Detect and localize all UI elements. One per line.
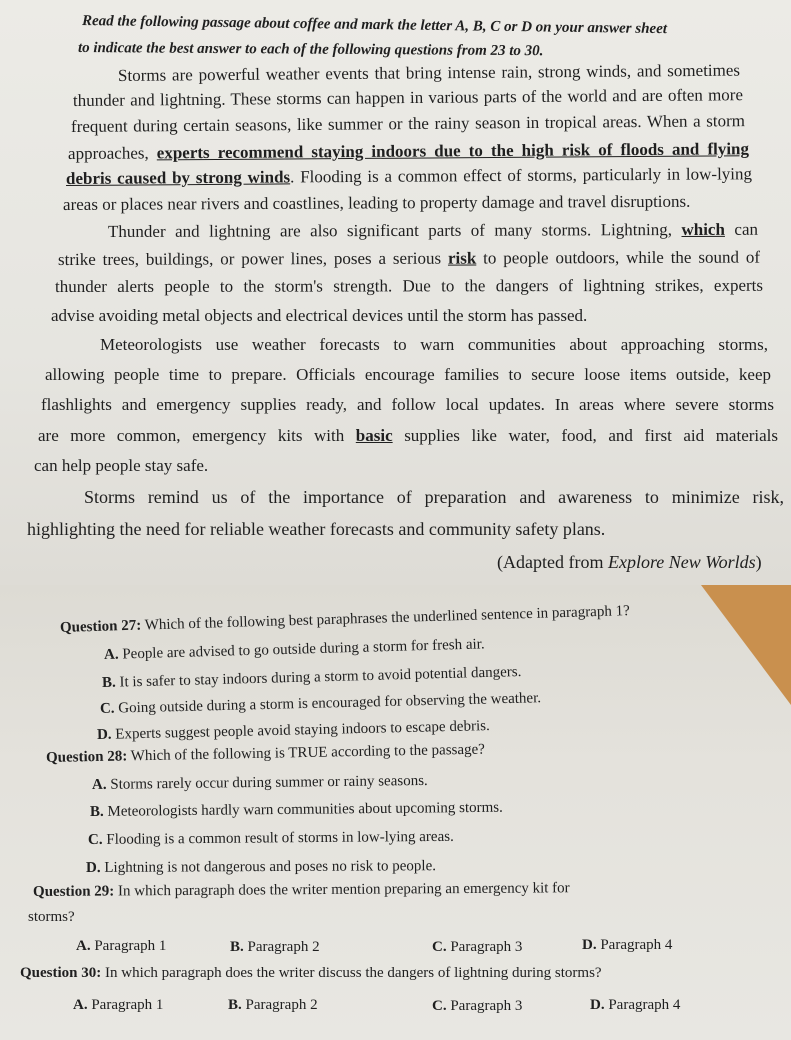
- q28-option-c[interactable]: [88, 827, 454, 850]
- source-prefix: (Adapted from: [497, 552, 608, 572]
- q28-option-d[interactable]: [86, 856, 436, 878]
- questions-page: [0, 585, 791, 1040]
- q28-option-a-text: Storms rarely occur during summer or rainy seasons.: [110, 772, 428, 793]
- q28-option-a-letter: A.: [91, 776, 107, 793]
- q29-option-d-letter: D.: [582, 937, 597, 953]
- q30-option-c-text: Paragraph 3: [450, 998, 523, 1014]
- q27-option-c-letter: C.: [99, 700, 115, 717]
- p1-line-6: areas or places near rivers and coastlines, leading to property damage and travel disruptions.: [62, 191, 691, 214]
- desk-surface: [701, 585, 791, 705]
- p3-line-5: can help people stay safe.: [34, 456, 209, 475]
- underlined-word-basic: basic: [355, 426, 393, 445]
- question-29: [33, 878, 570, 902]
- p2-line-2-text: strike trees, buildings, or power lines, poses a serious: [57, 248, 448, 269]
- question-30-label: Question 30:: [20, 965, 102, 981]
- q28-option-d-text: Lightning is not dangerous and poses no risk to people.: [104, 858, 437, 876]
- q27-option-d-letter: D.: [96, 726, 112, 743]
- question-29-text: In which paragraph does the writer mention preparing an emergency kit for: [117, 880, 570, 900]
- q28-option-b-text: Meteorologists hardly warn communities about upcoming storms.: [107, 799, 503, 820]
- question-29-continued: storms?: [28, 909, 75, 925]
- q27-option-c[interactable]: [100, 688, 542, 719]
- q28-option-b-letter: B.: [89, 803, 104, 820]
- q28-option-a[interactable]: [92, 771, 428, 795]
- q30-option-d-letter: D.: [590, 997, 605, 1013]
- instructions-line-2: to indicate the best answer to each of the following questions from 23 to 30.: [77, 40, 544, 60]
- q30-option-b-letter: B.: [228, 997, 242, 1013]
- p2-line-2-end: to people outdoors, while the sound of: [476, 247, 761, 268]
- q29-option-c-letter: C.: [432, 939, 447, 955]
- source-citation: [497, 552, 762, 572]
- question-27: [60, 601, 630, 638]
- p4-line-1: Storms remind us of the importance of preparation and awareness to minimize risk,: [84, 487, 784, 507]
- p2-line-1: [108, 220, 758, 242]
- underlined-word-risk: risk: [447, 248, 477, 268]
- q30-option-b-text: Paragraph 2: [245, 997, 318, 1013]
- q27-option-b-text: It is safer to stay indoors during a storm to avoid potential dangers.: [119, 664, 522, 691]
- q27-option-d-text: Experts suggest people avoid staying indoors to escape debris.: [115, 718, 490, 743]
- q28-option-c-letter: C.: [87, 831, 103, 848]
- q30-option-a[interactable]: [73, 995, 163, 1015]
- q30-option-d[interactable]: [590, 995, 680, 1015]
- question-30: [20, 963, 602, 983]
- p1-line-5: [66, 164, 752, 189]
- q28-option-d-letter: D.: [85, 859, 101, 876]
- q30-option-b[interactable]: [228, 995, 318, 1015]
- question-28-text: Which of the following is TRUE according to the passage?: [130, 741, 486, 765]
- underlined-sentence-part-1: experts recommend staying indoors due to the high risk of floods and flying: [156, 139, 750, 163]
- p2-line-1-end: can: [724, 219, 759, 239]
- p3-line-4-text: are more common, emergency kits with: [38, 426, 356, 445]
- q29-option-c-text: Paragraph 3: [450, 939, 523, 955]
- p2-line-4: advise avoiding metal objects and electrical devices until the storm has passed.: [51, 306, 588, 325]
- p3-line-4: [38, 426, 778, 446]
- q29-option-a-letter: A.: [76, 938, 91, 954]
- q29-option-c[interactable]: [432, 937, 522, 957]
- p3-line-3: flashlights and emergency supplies ready, and follow local updates. In areas where severe storms: [41, 395, 774, 414]
- q27-option-c-text: Going outside during a storm is encouraged for observing the weather.: [118, 690, 542, 717]
- p3-line-4-end: supplies like water, food, and first aid materials: [392, 426, 779, 445]
- p1-line-1: Storms are powerful weather events that bring intense rain, strong winds, and sometimes: [117, 60, 741, 85]
- p3-line-1: Meteorologists use weather forecasts to warn communities about approaching storms,: [100, 335, 768, 354]
- q29-option-a[interactable]: [76, 936, 166, 956]
- q27-option-a-letter: A.: [103, 646, 119, 663]
- p2-line-1-text: Thunder and lightning are also significant parts of many storms. Lightning,: [107, 219, 682, 241]
- question-27-label: Question 27:: [59, 617, 142, 636]
- p3-line-2: allowing people time to prepare. Officials encourage families to secure loose items outside, keep: [45, 365, 771, 384]
- question-28-label: Question 28:: [45, 748, 128, 766]
- q30-option-d-text: Paragraph 4: [608, 997, 681, 1013]
- p2-line-2: [58, 248, 760, 270]
- p1-line-5-text: . Flooding is a common effect of storms, particularly in low-lying: [290, 164, 753, 187]
- q29-option-d[interactable]: [582, 935, 672, 955]
- p2-line-3: thunder alerts people to the storm's strength. Due to the dangers of lightning strikes, experts: [54, 275, 764, 296]
- q27-option-b[interactable]: [102, 662, 522, 693]
- p1-line-3: frequent during certain seasons, like summer or the rainy season in tropical areas. When a storm: [70, 111, 746, 136]
- q29-option-b-text: Paragraph 2: [247, 939, 320, 955]
- q29-option-b-letter: B.: [230, 939, 244, 955]
- underlined-word-which: which: [681, 219, 725, 239]
- instructions-line-1: Read the following passage about coffee and mark the letter A, B, C or D on your answer sheet: [81, 13, 668, 38]
- q27-option-b-letter: B.: [101, 674, 116, 691]
- source-title: Explore New Worlds: [607, 552, 756, 572]
- question-27-text: Which of the following best paraphrases the underlined sentence in paragraph 1?: [144, 603, 630, 634]
- p4-line-2: highlighting the need for reliable weather forecasts and community safety plans.: [27, 519, 606, 539]
- underlined-sentence-part-2: debris caused by strong winds: [65, 167, 291, 188]
- q29-option-b[interactable]: [230, 937, 320, 957]
- q28-option-c-text: Flooding is a common result of storms in low-lying areas.: [106, 828, 454, 848]
- p1-line-4-text: approaches,: [67, 143, 157, 163]
- q27-option-a[interactable]: [104, 634, 485, 665]
- q30-option-a-text: Paragraph 1: [91, 997, 164, 1013]
- p1-line-2: thunder and lightning. These storms can happen in various parts of the world and are often more: [72, 85, 744, 110]
- q28-option-b[interactable]: [90, 798, 503, 822]
- q29-option-d-text: Paragraph 4: [600, 937, 673, 953]
- q30-option-c[interactable]: [432, 996, 522, 1016]
- q30-option-a-letter: A.: [73, 997, 88, 1013]
- source-suffix: ): [755, 552, 762, 572]
- q27-option-a-text: People are advised to go outside during a storm for fresh air.: [122, 636, 485, 663]
- question-29-label: Question 29:: [32, 883, 115, 900]
- q30-option-c-letter: C.: [432, 998, 447, 1014]
- p1-line-4: [68, 139, 749, 164]
- q29-option-a-text: Paragraph 1: [94, 938, 167, 954]
- question-30-text: In which paragraph does the writer discuss the dangers of lightning during storms?: [105, 965, 602, 981]
